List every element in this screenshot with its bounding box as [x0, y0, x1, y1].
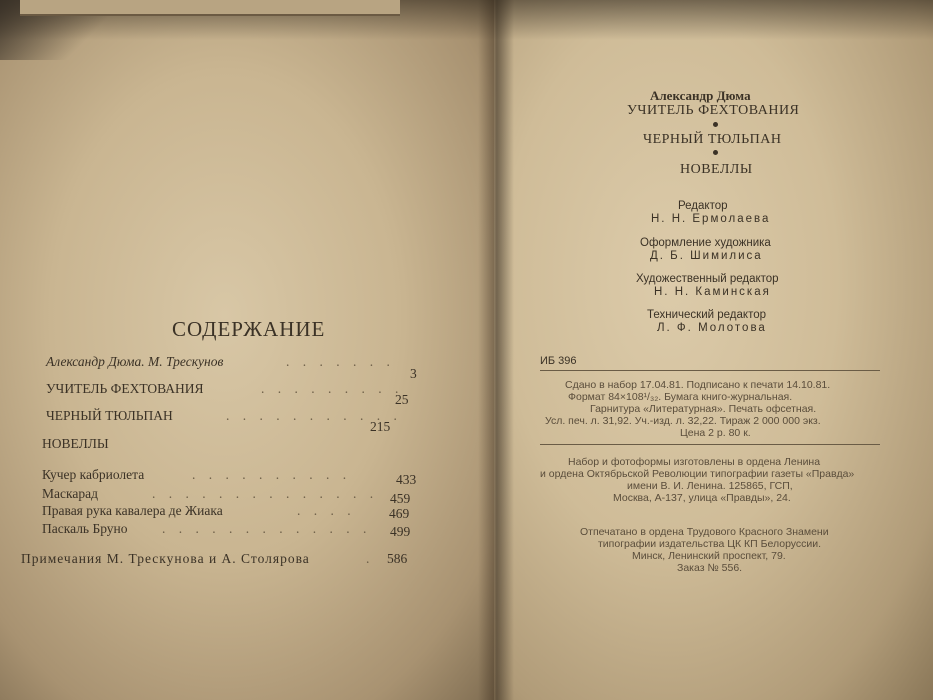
toc-entry-page: 25 [395, 392, 409, 407]
credit-role: Редактор [678, 200, 728, 212]
toc-entry-page: 215 [370, 419, 391, 434]
toc-entry-coachman [42, 467, 422, 487]
toc-entry-label: Маскарад [42, 486, 98, 501]
toc-entry-label: Паскаль Бруно [42, 521, 128, 536]
toc-entry-right-hand [42, 503, 422, 519]
printer-line: Заказ № 556. [677, 562, 743, 574]
toc-entry-label: НОВЕЛЛЫ [42, 436, 109, 451]
toc-entry-label: Александр Дюма. М. Трескунов [46, 354, 224, 369]
title-separator-dot [713, 150, 718, 155]
book-gutter [478, 0, 514, 700]
toc-title: СОДЕРЖАНИЕ [172, 317, 326, 341]
toc-leader-dots: . [366, 551, 375, 566]
toc-entry-novellas [42, 436, 422, 452]
credit-role: Технический редактор [647, 309, 766, 321]
printer-line: и ордена Октябрьской Революции типографии газеты «Правда» [540, 468, 855, 480]
toc-entry-page: 3 [410, 366, 417, 381]
credit-name: Л. Ф. Молотова [657, 322, 767, 334]
printer-line: типографии издательства ЦК КП Белоруссии. [598, 538, 822, 550]
imprint-line: Усл. печ. л. 31,92. Уч.-изд. л. 32,22. Тираж 2 000 000 экз. [545, 415, 821, 427]
imprint-line: Цена 2 р. 80 к. [680, 427, 751, 439]
toc-entry-label: ЧЕРНЫЙ ТЮЛЬПАН [46, 408, 173, 423]
toc-entry-label: Примечания М. Трескунова и А. Столярова [21, 551, 310, 566]
toc-leader-dots: . . . . . . . [286, 354, 395, 369]
title-black-tulip: ЧЕРНЫЙ ТЮЛЬПАН [643, 132, 782, 147]
imprint-line: Гарнитура «Литературная». Печать офсетная. [590, 403, 817, 415]
toc-entry-page: 433 [396, 472, 417, 487]
imprint-line: Сдано в набор 17.04.81. Подписано к печати 14.10.81. [565, 379, 831, 391]
toc-entry-masquerade [42, 486, 422, 506]
divider-line [540, 444, 880, 445]
title-fencing-master: УЧИТЕЛЬ ФЕХТОВАНИЯ [627, 103, 800, 118]
page-edge [20, 0, 400, 16]
toc-leader-dots: . . . . . . . . . . . . . . [152, 486, 379, 501]
toc-entry-page: 459 [390, 491, 411, 506]
credit-role: Художественный редактор [636, 273, 779, 285]
toc-entry-page: 499 [390, 524, 411, 539]
printer-line: Москва, А-137, улица «Правды», 24. [613, 492, 791, 504]
printer-line: имени В. И. Ленина. 125865, ГСП, [627, 480, 793, 492]
toc-entry-page: 469 [389, 506, 410, 521]
toc-leader-dots: . . . . [297, 503, 356, 518]
toc-entry-pascal-bruno [42, 521, 422, 537]
toc-entry-label: УЧИТЕЛЬ ФЕХТОВАНИЯ [46, 381, 204, 396]
title-separator-dot [713, 122, 718, 127]
imprint-line: Формат 84×108¹/₃₂. Бумага книго-журнальная. [568, 391, 793, 403]
toc-leader-dots: . . . . . . . . . . . [226, 408, 402, 423]
toc-entry-preface [46, 354, 426, 381]
toc-entry-black-tulip [46, 408, 426, 434]
toc-entry-label: Правая рука кавалера де Жиака [42, 503, 223, 518]
author-name: Александр Дюма [650, 88, 751, 103]
printer-line: Набор и фотоформы изготовлены в ордена Ленина [568, 456, 821, 468]
toc-entry-label: Кучер кабриолета [42, 467, 145, 482]
divider-line [540, 370, 880, 371]
credit-name: Н. Н. Каминская [654, 286, 771, 298]
toc-entry-page: 586 [387, 551, 408, 566]
toc-leader-dots: . . . . . . . . . [261, 381, 404, 396]
toc-leader-dots: . . . . . . . . . . . . . [162, 521, 372, 536]
toc-leader-dots: . . . . . . . . . . [192, 467, 352, 482]
printer-line: Отпечатано в ордена Трудового Красного Знамени [580, 526, 829, 538]
credit-role: Оформление художника [640, 237, 771, 249]
credit-name: Д. Б. Шимилиса [650, 250, 763, 262]
toc-entry-notes [21, 551, 421, 567]
ib-number: ИБ 396 [540, 355, 577, 367]
title-novellas: НОВЕЛЛЫ [680, 162, 753, 177]
credit-name: Н. Н. Ермолаева [651, 213, 771, 225]
toc-entry-fencing-master [46, 381, 426, 407]
printer-line: Минск, Ленинский проспект, 79. [632, 550, 786, 562]
